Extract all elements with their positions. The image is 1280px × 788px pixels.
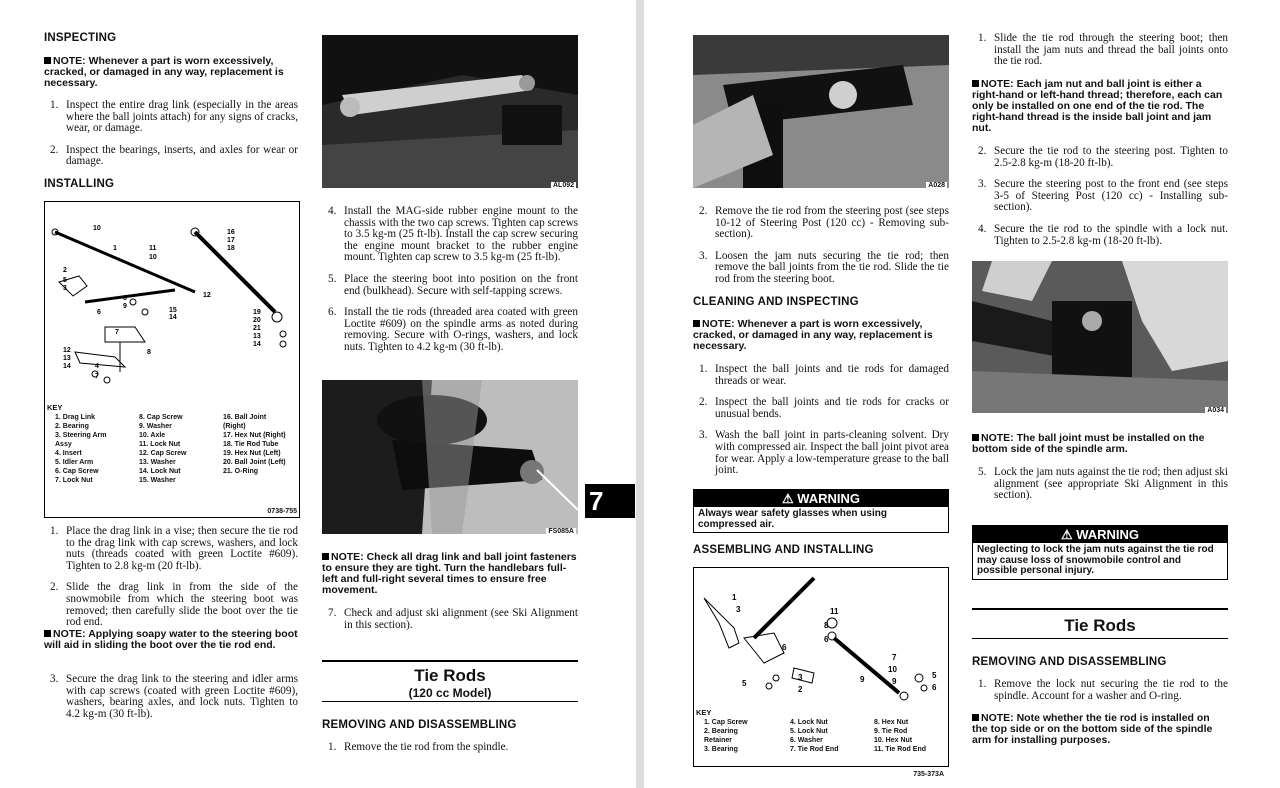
heading-removing: REMOVING AND DISASSEMBLING [972,656,1167,668]
photo-engine-mount [322,35,578,188]
section-title: Tie Rods [414,666,486,685]
note-bullet-icon [972,80,979,87]
photo-steering-post [693,35,949,188]
r-removing-steps [978,679,1228,702]
list-item: 1. Place the drag link in a vise; then secure the tie rod to the drag link with cap screws, washers, and lock nuts (threads coated with green Loctite #609). Tighten to 2.8 kg-m (20 ft-lb). [50,525,298,572]
svg-text:19: 19 [253,309,261,316]
warning-triangle-icon: ⚠ [1060,527,1077,542]
heading-inspecting: INSPECTING [44,32,117,44]
note-inspecting: NOTE: Whenever a part is worn excessively, cracked, or damaged in any way, replacement is necessary. [44,55,284,89]
svg-text:3: 3 [798,673,803,682]
installing-steps [50,526,298,629]
svg-text:14: 14 [169,314,177,321]
svg-text:18: 18 [227,245,235,252]
section-subtitle: (120 cc Model) [408,686,492,700]
note-bullet-icon [44,57,51,64]
key-title: KEY [47,403,63,412]
key-column: 1. Cap Screw 2. Bearing Retainer 3. Bearing [704,719,748,753]
list-item: 5. Place the steering boot into position on the front end (bulkhead). Secure with self-tapping screws. [328,272,578,297]
svg-text:11: 11 [830,607,839,616]
note-jam-nut: NOTE: Each jam nut and ball joint is either a right-hand or left-hand thread; therefore, each can only be installed on one end of the tie rod. The right-hand thread is the inside ball joint and jam nut. [972,78,1223,134]
list-item: 1. Remove the tie rod from the spindle. [328,741,509,753]
svg-text:7: 7 [892,653,897,662]
list-item: 1. Slide the tie rod through the steering boot; then install the jam nuts and thread the ball joints onto the tie rod. [978,32,1228,68]
warning-text: Neglecting to lock the jam nuts against the tie rod may cause loss of snowmobile control and possible personal injury. [977,544,1214,577]
svg-text:12: 12 [203,292,211,299]
svg-text:10: 10 [149,254,157,261]
col2-step7 [328,608,578,631]
note-soapy-water: NOTE: Applying soapy water to the steering boot will aid in sliding the boot over the tie rod end. [44,628,298,651]
svg-text:3: 3 [736,605,741,614]
svg-text:20: 20 [253,317,261,324]
photo-drawing [322,380,578,534]
svg-text:5: 5 [742,679,747,688]
key-title: KEY [696,708,712,717]
drag-link-diagram [44,201,300,518]
svg-text:11: 11 [149,245,157,252]
removing-steps [328,742,578,754]
warning-box [693,489,949,533]
list-item: 2. Inspect the bearings, inserts, and axles for wear or damage. [50,143,298,168]
svg-text:5: 5 [932,671,937,680]
svg-text:5: 5 [63,277,67,284]
svg-text:2: 2 [798,685,803,694]
section-divider [322,701,578,702]
warning-header: ⚠ WARNING [694,490,948,507]
page-gutter [636,0,644,788]
heading-cleaning: CLEANING AND INSPECTING [693,296,859,308]
svg-text:6: 6 [782,643,787,652]
r-col2-step1 [978,33,1228,68]
warning-text: Always wear safety glasses when using compressed air. [698,508,887,530]
svg-text:14: 14 [63,363,71,370]
list-item: 4. Secure the tie rod to the spindle with a lock nut. Tighten to 2.5-2.8 kg-m (18-20 ft-lb). [978,222,1228,247]
right-page [644,0,1280,788]
svg-text:9: 9 [123,303,127,310]
svg-text:10: 10 [93,225,101,232]
figure-caption: 0738-755 [267,508,297,515]
svg-text:13: 13 [253,333,261,340]
photo-drawing [322,35,578,188]
section-title: Tie Rods [1064,616,1136,635]
svg-text:3: 3 [63,285,67,292]
list-item: 6. Install the tie rods (threaded area coated with green Loctite #609) on the spindle arms as noted during removing. Secure with O-rings, washers, and lock nuts. Tighten to 4.2 kg-m (30 ft-lb). [328,306,578,353]
svg-text:8: 8 [824,621,829,630]
drag-link-drawing [45,202,299,402]
r-col2-steps [978,146,1228,247]
svg-text:7: 7 [115,329,119,336]
list-item: 1. Inspect the ball joints and tie rods for damaged threads or wear. [699,363,949,387]
warning-box [972,525,1228,580]
svg-text:17: 17 [227,237,235,244]
section-divider [972,638,1228,639]
photo-spindle-arm [322,380,578,534]
svg-text:15: 15 [169,307,177,314]
warning-triangle-icon: ⚠ [781,491,798,506]
photo-drawing [972,261,1228,413]
warning-header: ⚠ WARNING [973,526,1227,543]
photo-caption: A034 [1207,407,1224,413]
key-column: 1. Drag Link 2. Bearing 3. Steering Arm Assy 4. Insert 5. Idler Arm 6. Cap Screw 7. Lock Nut [55,414,107,484]
heading-removing: REMOVING AND DISASSEMBLING [322,719,517,731]
svg-text:14: 14 [253,341,261,348]
list-item: 3. Loosen the jam nuts securing the tie rod; then remove the ball joints from the tie rod. Slide the tie rod from the steering boot. [699,249,949,285]
list-item: 3. Wash the ball joint in parts-cleaning solvent. Dry with compressed air. Inspect the ball joint pivot area for wear. Apply a low-temperature grease to the ball joint. [699,429,949,477]
note-bullet-icon [44,630,51,637]
key-column: 8. Hex Nut 9. Tie Rod 10. Hex Nut 11. Tie Rod End [874,719,926,753]
svg-text:16: 16 [227,229,235,236]
svg-text:8: 8 [147,349,151,356]
inspecting-steps [50,100,298,168]
svg-text:6: 6 [824,635,829,644]
svg-text:1: 1 [113,245,117,252]
note-bullet-icon [972,434,979,441]
note-bullet-icon [972,714,979,721]
svg-text:13: 13 [63,355,71,362]
key-column: 16. Ball Joint (Right) 17. Hex Nut (Right) 18. Tie Rod Tube 19. Hex Nut (Left) 20. Ball Joint (Left) 21. O-Ring [223,414,286,475]
list-item: 2. Slide the drag link in from the side of the snowmobile from which the steering boot was removed; then carefully slide the boot over the tie rod end. [50,581,298,629]
heading-assembling: ASSEMBLING AND INSTALLING [693,544,874,556]
svg-text:9: 9 [892,677,897,686]
note-tie-rod-side: NOTE: Note whether the tie rod is installed on the top side or on the bottom side of the spindle arm for installing purposes. [972,712,1213,746]
key-column: 4. Lock Nut 5. Lock Nut 6. Washer 7. Tie Rod End [790,719,839,753]
svg-text:6: 6 [97,309,101,316]
list-item: 3. Secure the steering post to the front end (see steps 3-5 of Steering Post (120 cc) - Installing sub-section). [978,178,1228,214]
list-item: 1. Inspect the entire drag link (especially in the areas where the ball joints attach) for any signs of cracks, wear, or damage. [50,99,298,135]
svg-text:8: 8 [123,295,127,302]
tie-rod-diagram [693,567,949,778]
heading-installing: INSTALLING [44,178,115,190]
figure-caption: 735-373A [913,771,944,778]
installing-steps-b [50,674,298,720]
svg-text:9: 9 [860,675,865,684]
note-bullet-icon [322,553,329,560]
r-col1-steps [699,206,949,286]
note-check-fasteners: NOTE: Check all drag link and ball joint fasteners to ensure they are tight. Turn the handlebars full-left and full-right several times to ensure free movement. [322,551,577,596]
left-page [0,0,636,788]
svg-text:7: 7 [95,373,99,380]
svg-text:6: 6 [932,683,937,692]
list-item: 2. Remove the tie rod from the steering post (see steps 10-12 of Steering Post (120 cc) - Removing sub-section). [699,205,949,241]
cleaning-steps [699,364,949,477]
svg-text:12: 12 [63,347,71,354]
section-divider [322,660,578,662]
col2-steps [328,206,578,354]
note-cleaning: NOTE: Whenever a part is worn excessively, cracked, or damaged in any way, replacement is necessary. [693,318,933,352]
list-item: 3. Secure the drag link to the steering and idler arms with cap screws (coated with green Loctite #609), washers, bearing axles, and lock nuts. Tighten to 4.2 kg-m (30 ft-lb). [50,673,298,720]
list-item: 2. Secure the tie rod to the steering post. Tighten to 2.5-2.8 kg-m (18-20 ft-lb). [978,145,1228,169]
photo-caption: AL092 [552,182,574,188]
svg-text:1: 1 [732,593,737,602]
svg-text:4: 4 [95,363,99,370]
chapter-tab: 7 [585,484,635,518]
photo-tie-rod-spindle [972,261,1228,413]
r-col2-step5 [978,467,1228,502]
list-item: 5. Lock the jam nuts against the tie rod; then adjust ski alignment (see appropriate Ski Alignment in this section). [978,466,1228,502]
note-bullet-icon [693,320,700,327]
svg-text:10: 10 [888,665,897,674]
photo-caption: A028 [928,182,945,188]
list-item: 7. Check and adjust ski alignment (see Ski Alignment in this section). [328,607,578,631]
list-item: 2. Inspect the ball joints and tie rods for cracks or unusual bends. [699,396,949,420]
note-ball-joint: NOTE: The ball joint must be installed on the bottom side of the spindle arm. [972,432,1205,455]
svg-text:21: 21 [253,325,261,332]
photo-caption: FS085A [548,528,574,534]
list-item: 1. Remove the lock nut securing the tie rod to the spindle. Account for a washer and O-ring. [978,678,1228,702]
section-divider [972,608,1228,610]
key-column: 8. Cap Screw 9. Washer 10. Axle 11. Lock Nut 12. Cap Screw 13. Washer 14. Lock Nut 15. Washer [139,414,187,484]
photo-drawing [693,35,949,188]
svg-text:2: 2 [63,267,67,274]
tie-rod-drawing [694,568,948,708]
list-item: 4. Install the MAG-side rubber engine mount to the chassis with the two cap screws. Tighten cap screws to 3.5 kg-m (25 ft-lb). Install the cap screw securing the engine mount bracket to the rubber engine mount. Tighten cap screw to 3.5 kg-m (25 ft-lb). [328,205,578,264]
